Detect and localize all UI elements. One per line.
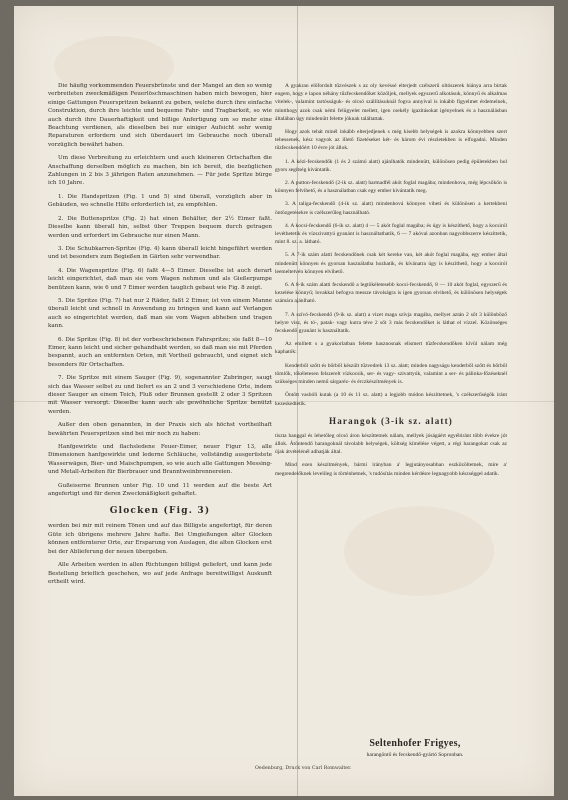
paragraph: 1. Die Handspritzen (Fig. 1 und 5) sind überall, vorzüglich aber in Gebäuden, wo schnelle Hilfe erforderlich ist, zu empfehlen. (48, 193, 272, 209)
paragraph: 5. Die Spritze (Fig. 7) hat nur 2 Räder, faßt 2 Eimer, ist von einem Manne überall leicht und schnell in Anwendung zu bringen und kann auf Verlangen auch so eingerichtet werden, daß man sie vom Wagen abheben und tragen kann. (48, 297, 272, 330)
paragraph: 3. A taliga-fecskendő (4-ik sz. alatt) mindenhová könnyen viheti és különösen a kertekbeni öntözgetésekre is czélszerűleg használható. (275, 201, 507, 216)
paragraph: A gyakran előfordult tűzvészek s az oly kevéssé elterjedt czélszerű oltószerek hiánya arra birtak engem, hogy e lapon néhány tűzfecskendőket közöljek, mellyek egyszerű alkotásuk, könnyű és alkalmas vitelek-, valamint tartósságuk- és olcsó szállításuknál fogva annyival is inkább figyelmet érdemelnek, mintthogy azok csak némi felügyelet mellett, igen csekély igazításokat igényelnek és a használásban általában úgy mindenütt felette jóknak találtattak. (275, 83, 507, 122)
paragraph: 2. Die Buttenspritze (Fig. 2) hat einen Behälter, der 2½ Eimer faßt. Dieselbe kann überall hin, selbst über Treppen bequem durch getragen werden und erfordert im Gebrauche nur einen Mann. (48, 215, 272, 239)
paragraph: 2. A putton-fecskendő (2-ik sz. alatt) harmadfél akót foglal magába; mindenhova, még lépcsőkön is könnyen felvihető, és a használatban csak egy ember kivántatik meg. (275, 180, 507, 195)
paragraph: 4. Die Wagenspritze (Fig. 6) faßt 4—5 Eimer. Dieselbe ist auch derart leicht eingerichtet, daß man sie vom Wagen nehmen und als Gießerpumpe benützen kann, wie 6 und 7 Eimer werden tauglich gebaut wie Fig. 8 zeigt. (48, 267, 272, 291)
hungarian-text-column (275, 82, 507, 722)
printer-imprint: Oedenburg, Druck von Carl Romwalter. (255, 766, 352, 771)
section-heading-harangok: Harangok (3-ik sz. alatt) (329, 415, 453, 426)
paragraph: Mind ezen készítmények, bármi irányban a' legjutányosabban eszközöltetnek, mire a' megrendelőknek levelileg is történhetnek, 's tudósítás minden kérdésre legnagyobb készséggel adatik. (275, 462, 507, 477)
paragraph: Kenderből szőtt és bőrből készült tűzvedrek 13 sz. alatt; minden nagyságu kenderből szőtt és bőrből tömlők, tökéletesen felszerelt vízkocsik, ser- és vagy- szivattyúk, valamint a ser- és pálinka-főzéseknél szükséges minden nemű sárgaréz- és érczkészítmények is. (275, 362, 507, 386)
signature-name: Seltenhofer Frigyes, (369, 738, 461, 749)
paragraph: Gußeiserne Brunnen unter Fig. 10 und 11 werden auf die beste Art angefertigt und für deren Zweckmäßigkeit gehaftet. (48, 482, 272, 498)
paragraph: Die häufig vorkommenden Feuersbrünste und der Mangel an den so wenig verbreiteten zweckmäßigen Feuerlöschmaschinen haben mich bewogen, hier einige Gattungen Feuerspritzen bekannt zu geben, welche durch ihre einfache Construktion, durch ihre leichte und bequeme Fahr- und Tragbarkeit, so wie auch durch ihre Dauerhaftigkeit und billige Anfertigung um so mehr eine Beachtung verdienen, als dieselben bei nur einiger Aufsicht sehr wenig Reparaturen erfordern und sich überdauert im Gebrauche noch überall vorzüglich bewährt haben. (48, 83, 272, 148)
paragraph: 6. Die Spritze (Fig. 8) ist der vorbeschriebenen Fahrspritze; sie faßt 8—10 Eimer, kann leicht und sicher gehandhabt werden, so daß man sie mit Pferden bespannt, auch an entfernten Orten, mit Vortheil gebraucht, und eignet sich besonders für Ortschaften. (48, 336, 272, 368)
paragraph: Hanfgewirkte und flachsledene Feuer-Eimer, neuer Figur 13, alle Dimensionen hanfgewirkte und lederne Schläuche, vollständig ausgerüstete Wasserwägen, Bier- und Maischpumpen, so wie auch alle Gattungen Messing- und Metall-Arbeiten für Bierbrauer und Branntweinbrennereien. (48, 444, 272, 476)
signature-subtitle: harangöntő és fecskendő-gyártó Sopronban. (366, 752, 464, 758)
paragraph: 5. A 7-ik szám alatti fecskendőnek csak két kereke van, két akót foglal magába, egy ember által mindenütt könnyen és gyorsan használatba hozhatik, és kívánatra úgy is készíthető, hogy a kocsiról leemeltetvén könnyen elvihető. (275, 252, 507, 275)
paragraph: 4. A kocsi-fecskendő (6-ik sz. alatt) 4 — 5 akót foglal magába; és úgy is készíthető, hogy a kocsiról levéthetetik és vízszivattyú gyanánt is használtathatik, 6 — 7 akóval azonban nagyobbszerre készíttetik, mint 8. sz. a. látható. (275, 222, 507, 246)
german-text-column (48, 82, 272, 642)
paragraph: Um diese Verbreitung zu erleichtern und auch kleineren Ortschaften die Anschaffung derselben möglich zu machen, bin ich bereit, die bezüglichen Zahlungen in 2 bis 3 jährigen Raten anzunehmen. — Für jede Spritze bürge ich 10 Jahre. (48, 155, 272, 187)
paragraph: tiszta hanggal és lehetőleg olcsó áron készíttetnek nálam, mellyek jóságáért egyébiránt több évekre jót állok. Átöntendő harangoknál távolabb helységek, költség kímélése végett, a régi harangokat csak az újak átvételénél adhatják által. (275, 432, 507, 456)
paragraph: werden bei mir mit reinem Tönen und auf das Billigste angefertigt, für deren Güte ich übrigens mehrere Jahre hafte. Bei Umgießungen alter Glocken können entfernterer Orte, zur Ersparung von Auslagen, die alten Glocken erst bei der Ablieferung der neuen übergeben. (48, 523, 272, 555)
paragraph: 7. Die Spritze mit einem Sauger (Fig. 9), sogenannter Zubringer, saugt sich das Wasser selbst zu und liefert es an 2 und 3 verschiedene Orte, indem dieser Sauger an einem Teich, Fluß oder Brunnen gestellt 2 oder 3 Spritzen mit Wasser versorgt. Dieselbe kann auch als gewöhnliche Spritze benützt werden. (48, 375, 272, 415)
paragraph: Alle Arbeiten werden in allen Richtungen billigst geliefert, und kann jede Bestellung brieflich geschehen, wo auf jede Anfrage bereitwilligst Auskunft ertheilt wird. (48, 562, 272, 585)
paragraph: 7. A szívó-fecskendő (9-ik sz. alatt) a vizet maga szívja magába, mellyet aztán 2 sőt 3 különböző helyre visz, és tó-, patak- vagy kutra téve 2 sőt 3 más fecskendőket is láthat el vízzel. Közönséges fecskendő gyanánt is használtatik. (275, 311, 507, 335)
paragraph: Außer den oben genannten, in der Praxis sich als höchst vortheilhaft bewährten Feuerspritzen sind bei mir noch zu haben: (48, 422, 272, 437)
paragraph: 3. Die Schubkarren-Spritze (Fig. 4) kann überall leicht hingeführt werden und ist besonders zum Begießen in Gärten sehr verwendbar. (48, 245, 272, 261)
section-heading-glocken: Glocken (Fig. 3) (109, 506, 211, 517)
paragraph: Öntött vasbóli kutak (a 10 és 11 sz. alatt) a legjobb módon készíttetnek, 's czélszerűségök iránt kezeskedtetik. (275, 392, 507, 407)
paragraph: 6. A 8-ik szám alatti fecskendő a legtökéletesebb kocsi-fecskendő, 8 — 10 akót foglal, egyszerű és kezelése könnyű; lovakkal befogva messze távolságra is igen gyorsan elvihető, és különösen helységek számára ajánlható. (275, 282, 507, 305)
signature-block (330, 738, 500, 758)
paragraph: Hogy azok tehát minél inkább elterjedjenek s még kisebb helységek is azokra könnyebben szert tehessenek, kész vagyok az illető fizetéseket két- és három évi részletekben is elfogadni. Minden tűzfecskendőért 10 évre jót állok. (275, 129, 507, 152)
paragraph: 1. A kézi-fecskendők (1 és 2 számú alatt) ajánlhatók mindenütt, különösen pedig épületekben hol gyors segítség kivántatik. (275, 158, 507, 173)
paragraph: Az említett s a gyakorlatban felette hasznosnak elismert tűzfecskendőken kívül nálam még kaphatók: (275, 341, 507, 356)
